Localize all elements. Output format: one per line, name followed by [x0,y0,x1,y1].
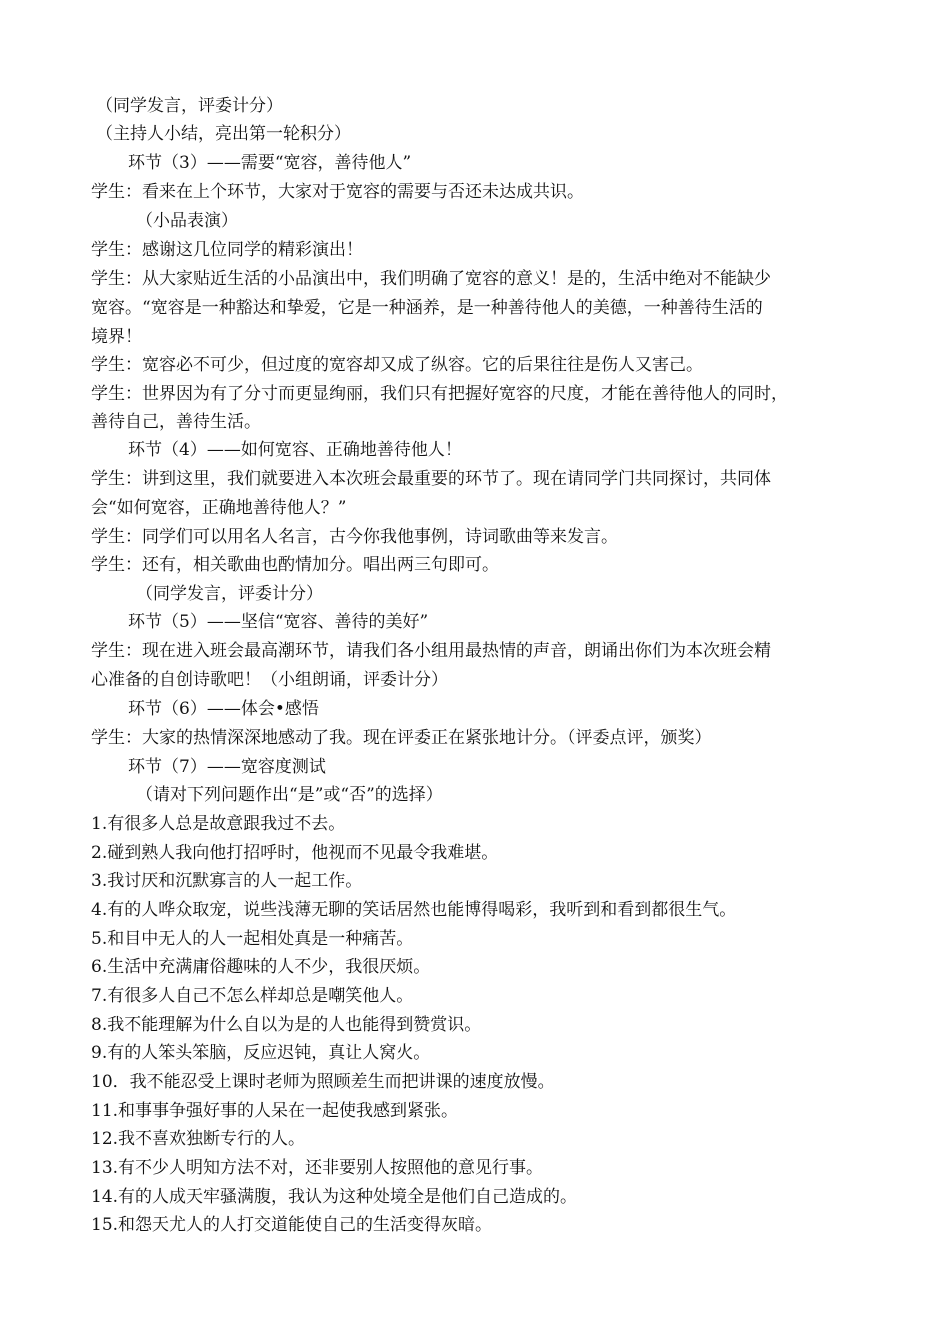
question-item: 12.我不喜欢独断专行的人。 [91,1129,306,1149]
question-item: 15.和怨天尤人的人打交道能使自己的生活变得灰暗。 [91,1215,493,1235]
text-line: 学生：现在进入班会最高潮环节，请我们各小组用最热情的声音，朗诵出你们为本次班会精 [91,641,771,661]
text-line: 学生：讲到这里，我们就要进入本次班会最重要的环节了。现在请同学门共同探讨，共同体 [91,469,771,489]
question-item: 3.我讨厌和沉默寡言的人一起工作。 [91,871,363,891]
text-line: （主持人小结，亮出第一轮积分） [96,124,351,144]
question-item: 11.和事事争强好事的人呆在一起使我感到紧张。 [91,1101,459,1121]
text-line: 学生：同学们可以用名人名言，古今你我他事例，诗词歌曲等来发言。 [91,527,618,547]
question-item: 4.有的人哗众取宠，说些浅薄无聊的笑话居然也能博得喝彩，我听到和看到都很生气。 [91,900,737,920]
section-heading: 环节（5）——坚信“宽容、善待的美好” [128,612,429,632]
question-item: 5.和目中无人的人一起相处真是一种痛苦。 [91,929,414,949]
question-item: 6.生活中充满庸俗趣味的人不少，我很厌烦。 [91,957,431,977]
question-item: 8.我不能理解为什么自以为是的人也能得到赞赏识。 [91,1015,482,1035]
question-item: 2.碰到熟人我向他打招呼时，他视而不见最令我难堪。 [91,843,499,863]
text-line: 境界！ [91,327,142,347]
text-line: 学生：从大家贴近生活的小品演出中，我们明确了宽容的意义！是的，生活中绝对不能缺少 [91,269,771,289]
section-heading: 环节（7）——宽容度测试 [128,757,326,777]
text-line: （请对下列问题作出“是”或“否”的选择） [136,785,443,805]
text-line: 会“如何宽容，正确地善待他人？” [91,498,347,518]
text-line: 学生：看来在上个环节，大家对于宽容的需要与否还未达成共识。 [91,182,584,202]
section-heading: 环节（6）——体会•感悟 [128,699,319,719]
section-heading: 环节（4）——如何宽容、正确地善待他人！ [128,440,462,460]
text-line: 学生：还有，相关歌曲也酌情加分。唱出两三句即可。 [91,555,499,575]
question-item: 1.有很多人总是故意跟我过不去。 [91,814,346,834]
question-item: 7.有很多人自己不怎么样却总是嘲笑他人。 [91,986,414,1006]
question-item: 10．我不能忍受上课时老师为照顾差生而把讲课的速度放慢。 [91,1072,555,1092]
text-line: （小品表演） [136,211,238,231]
question-item: 9.有的人笨头笨脑，反应迟钝，真让人窝火。 [91,1043,431,1063]
text-line: 学生：世界因为有了分寸而更显绚丽，我们只有把握好宽容的尺度，才能在善待他人的同时， [91,384,788,404]
question-item: 14.有的人成天牢骚满腹，我认为这种处境全是他们自己造成的。 [91,1187,578,1207]
text-line: 宽容。“宽容是一种豁达和挚爱，它是一种涵养，是一种善待他人的美德，一种善待生活的 [91,298,763,318]
text-line: 学生：宽容必不可少，但过度的宽容却又成了纵容。它的后果往往是伤人又害己。 [91,355,703,375]
text-line: 心准备的自创诗歌吧！（小组朗诵，评委计分） [91,670,448,690]
text-line: （同学发言，评委计分） [96,96,283,116]
text-line: 善待自己，善待生活。 [91,412,261,432]
section-heading: 环节（3）——需要“宽容，善待他人” [128,153,412,173]
question-item: 13.有不少人明知方法不对，还非要别人按照他的意见行事。 [91,1158,544,1178]
text-line: （同学发言，评委计分） [136,584,323,604]
text-line: 学生：大家的热情深深地感动了我。现在评委正在紧张地计分。（评委点评，颁奖） [91,728,712,748]
text-line: 学生：感谢这几位同学的精彩演出！ [91,240,363,260]
